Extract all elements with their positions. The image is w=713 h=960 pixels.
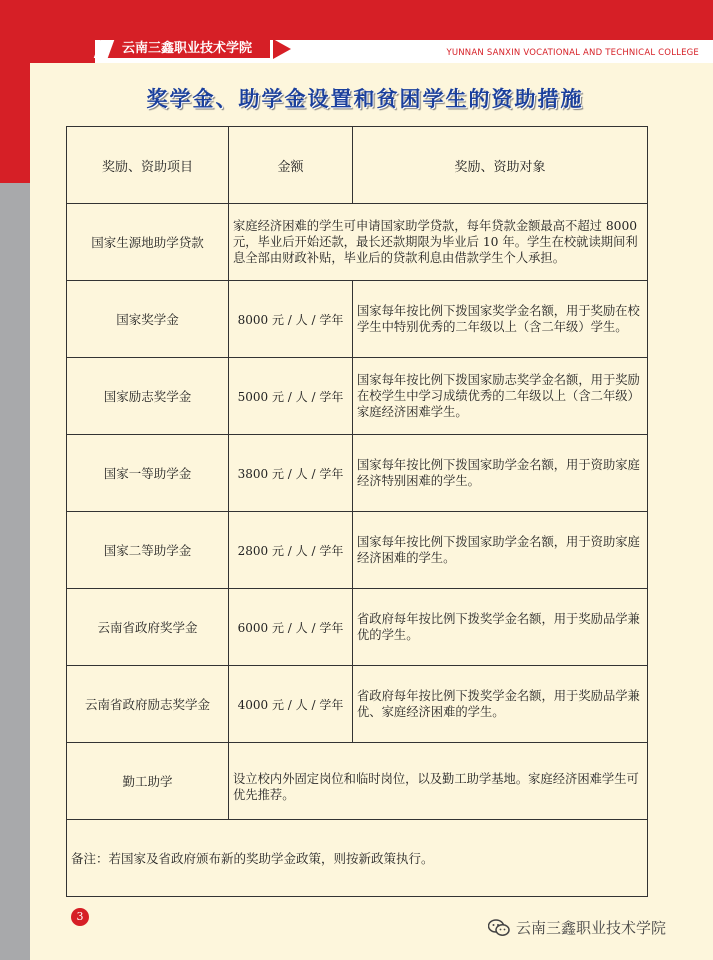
row-item: 国家二等助学金: [67, 512, 229, 589]
table-row: [67, 281, 648, 358]
page-title: 奖学金、助学金设置和贫困学生的资助措施: [146, 87, 584, 111]
column-header-amount: 金额: [229, 127, 353, 204]
side-gray-strip: [0, 183, 30, 960]
table-note-row: [67, 820, 648, 897]
row-description: 国家每年按比例下拨国家助学金名额，用于资助家庭经济特别困难的学生。: [353, 435, 648, 512]
wechat-account-name: 云南三鑫职业技术学院: [516, 919, 667, 937]
row-description: 国家每年按比例下拨国家奖学金名额，用于奖励在校学生中特别优秀的二年级以上（含二年级）学生。: [353, 281, 648, 358]
table-row: [67, 512, 648, 589]
row-item: 云南省政府奖学金: [67, 589, 229, 666]
row-description: 国家每年按比例下拨国家助学金名额，用于资助家庭经济困难的学生。: [353, 512, 648, 589]
table-row: [67, 435, 648, 512]
row-amount: 3800 元 / 人 / 学年: [229, 435, 353, 512]
row-item: 国家奖学金: [67, 281, 229, 358]
header-arrow-decoration: [273, 39, 291, 59]
row-description: 省政府每年按比例下拨奖学金名额，用于奖励品学兼优、家庭经济困难的学生。: [353, 666, 648, 743]
college-name-en: YUNNAN SANXIN VOCATIONAL AND TECHNICAL COLLEGE: [446, 48, 699, 58]
row-amount: 6000 元 / 人 / 学年: [229, 589, 353, 666]
header-red-tab: [0, 40, 95, 63]
row-item: 国家生源地助学贷款: [67, 204, 229, 281]
column-header-target: 奖励、资助对象: [353, 127, 648, 204]
table-row: [67, 204, 648, 281]
row-item: 云南省政府励志奖学金: [67, 666, 229, 743]
table-row: [67, 743, 648, 820]
row-amount: 5000 元 / 人 / 学年: [229, 358, 353, 435]
row-amount: 8000 元 / 人 / 学年: [229, 281, 353, 358]
row-amount: 4000 元 / 人 / 学年: [229, 666, 353, 743]
row-item: 勤工助学: [67, 743, 229, 820]
scholarship-table: [66, 126, 648, 897]
wechat-account-watermark: [488, 917, 666, 938]
table-note: 备注：若国家及省政府颁布新的奖助学金政策，则按新政策执行。: [67, 820, 648, 897]
college-name-cn: 云南三鑫职业技术学院: [100, 40, 270, 58]
table-row: [67, 358, 648, 435]
table-header-row: [67, 127, 648, 204]
row-description: 省政府每年按比例下拨奖学金名额，用于奖励品学兼优的学生。: [353, 589, 648, 666]
row-item: 国家励志奖学金: [67, 358, 229, 435]
table-row: [67, 589, 648, 666]
wechat-icon: [488, 919, 510, 937]
row-description: 设立校内外固定岗位和临时岗位，以及勤工助学基地。家庭经济困难学生可优先推荐。: [229, 743, 648, 820]
row-description: 家庭经济困难的学生可申请国家助学贷款，每年贷款金额最高不超过 8000 元，毕业后开始还款，最长还款期限为毕业后 10 年。学生在校就读期间利息全部由财政补贴，毕业后的贷款利息由借款学生个人承担。: [229, 204, 648, 281]
row-amount: 2800 元 / 人 / 学年: [229, 512, 353, 589]
row-description: 国家每年按比例下拨国家励志奖学金名额，用于奖励在校学生中学习成绩优秀的二年级以上（含二年级）家庭经济困难学生。: [353, 358, 648, 435]
row-item: 国家一等助学金: [67, 435, 229, 512]
table-row: [67, 666, 648, 743]
column-header-item: 奖励、资助项目: [67, 127, 229, 204]
side-red-strip: [0, 63, 30, 183]
page-number: 3: [71, 908, 89, 926]
